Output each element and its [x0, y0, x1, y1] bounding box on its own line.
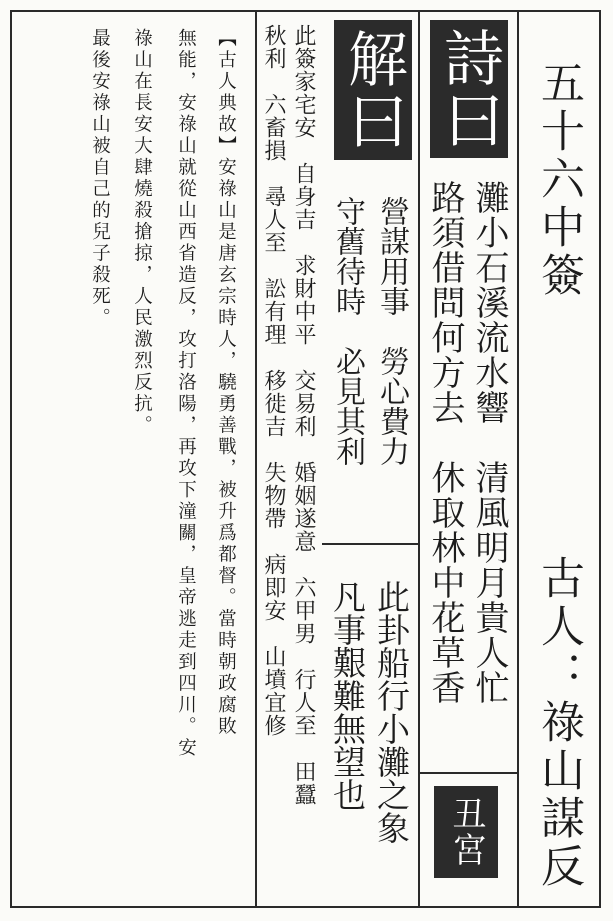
hexagram-line-1: 此卦船行小灘之象 — [372, 580, 411, 844]
poem-badge: 詩曰 — [430, 20, 508, 158]
interpretation-line-1: 營謀用事 勞心費力 — [374, 196, 409, 466]
divider-poem-gong — [418, 772, 517, 774]
interpretation-badge: 解曰 — [334, 20, 412, 160]
poem-line-2: 路須借問何方去 休取林中花草香 — [425, 180, 465, 705]
story-line-2: 無能，安祿山就從山西省造反，攻打洛陽，再攻下潼關，皇帝逃走到四川。安 — [175, 28, 197, 759]
poem-line-1: 灘小石溪流水響 清風明月貴人忙 — [469, 180, 509, 705]
ancient-person-heading: 古人：祿山謀反 — [533, 555, 584, 891]
divider-story — [255, 10, 257, 908]
story-line-1: 【古人典故】安祿山是唐玄宗時人，驍勇善戰，被升爲都督。當時朝政腐敗 — [215, 28, 237, 738]
palace-badge: 丑宮 — [434, 786, 498, 878]
fortune-title: 五十六中簽 — [533, 60, 584, 300]
outcome-line-2: 秋利 六畜損 尋人至 訟有理 移徙吉 失物帶 病即安 山墳宜修 — [261, 24, 286, 737]
divider-jie-gua — [322, 543, 418, 545]
story-line-3: 祿山在長安大肆燒殺搶掠，人民激烈反抗。 — [131, 28, 153, 437]
story-line-4: 最後安祿山被自己的兒子殺死。 — [89, 28, 111, 329]
interpretation-line-2: 守舊待時 必見其利 — [330, 196, 365, 466]
divider-title — [517, 10, 519, 908]
hexagram-line-2: 凡事艱難無望也 — [328, 580, 367, 811]
outcome-line-1: 此簽家宅安 自身吉 求財中平 交易利 婚姻遂意 六甲男 行人至 田蠶 — [291, 24, 316, 806]
